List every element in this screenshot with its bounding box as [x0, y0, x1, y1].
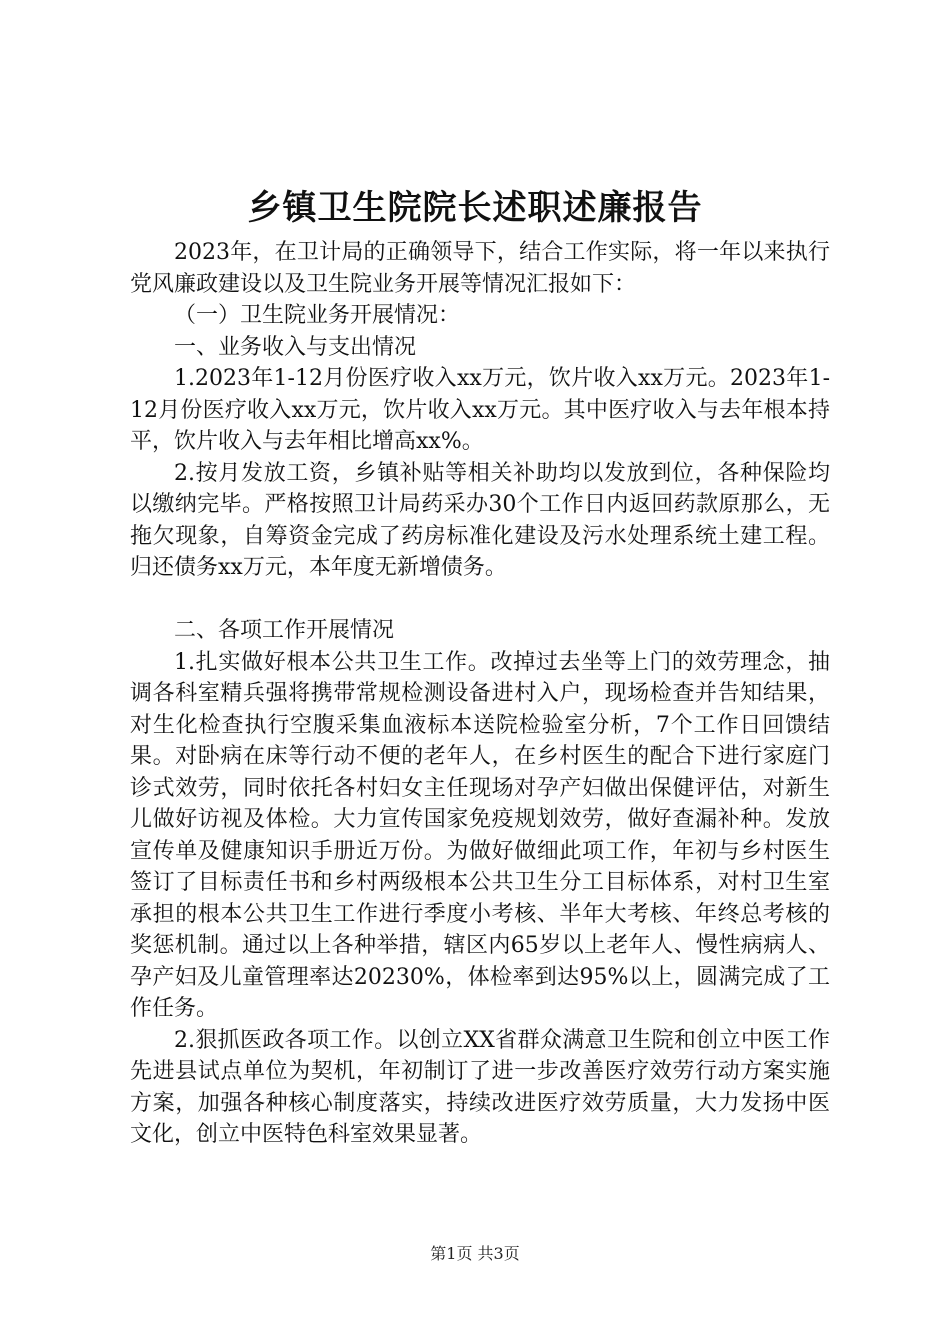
paragraph-income: 1.2023年1-12月份医疗收入xx万元，饮片收入xx万元。2023年1-12月份医疗收入xx万元，饮片收入xx万元。其中医疗收入与去年根本持平，饮片收入与去年相比增高xx%。	[130, 366, 830, 454]
subsection-heading-income: 一、业务收入与支出情况	[174, 334, 417, 360]
paragraph-public-health: 1.扎实做好根本公共卫生工作。改掉过去坐等上门的效劳理念，抽调各科室精兵强将携带常规检测设备进村入户，现场检查并告知结果，对生化检查执行空腹采集血液标本送院检验室分析，7个工作日回馈结果。对卧病在床等行动不便的老年人，在乡村医生的配合下进行家庭门诊式效劳，同时依托各村妇女主任现场对孕产妇做出保健评估，对新生儿做好访视及体检。大力宣传国家免疫规划效劳，做好查漏补种。发放宣传单及健康知识手册近万份。为做好做细此项工作，年初与乡村医生签订了目标责任书和乡村两级根本公共卫生分工目标体系，对村卫生室承担的根本公共卫生工作进行季度小考核、半年大考核、年终总考核的奖惩机制。通过以上各种举措，辖区内65岁以上老年人、慢性病病人、孕产妇及儿童管理率达20230%，体检率到达95%以上，圆满完成了工作任务。	[130, 649, 830, 1021]
paragraph-wages: 2.按月发放工资，乡镇补贴等相关补助均以发放到位，各种保险均以缴纳完毕。严格按照卫计局药采办30个工作日内返回药款原那么，无拖欠现象，自筹资金完成了药房标准化建设及污水处理系统土建工程。归还债务xx万元，本年度无新增债务。	[130, 460, 830, 580]
page-footer: 第1页 共3页	[430, 1244, 520, 1263]
intro-paragraph: 2023年，在卫计局的正确领导下，结合工作实际，将一年以来执行党风廉政建设以及卫生院业务开展等情况汇报如下：	[130, 240, 830, 297]
section-heading-1: （一）卫生院业务开展情况：	[174, 303, 461, 328]
document-title: 乡镇卫生院院长述职述廉报告	[247, 188, 703, 228]
document-body	[130, 237, 830, 1151]
subsection-heading-work: 二、各项工作开展情况	[174, 618, 395, 643]
paragraph-medical-admin: 2.狠抓医政各项工作。以创立XX省群众满意卫生院和创立中医工作先进县试点单位为契机，年初制订了进一步改善医疗效劳行动方案实施方案，加强各种核心制度落实，持续改进医疗效劳质量，大力发扬中医文化，创立中医特色科室效果显著。	[130, 1027, 830, 1147]
